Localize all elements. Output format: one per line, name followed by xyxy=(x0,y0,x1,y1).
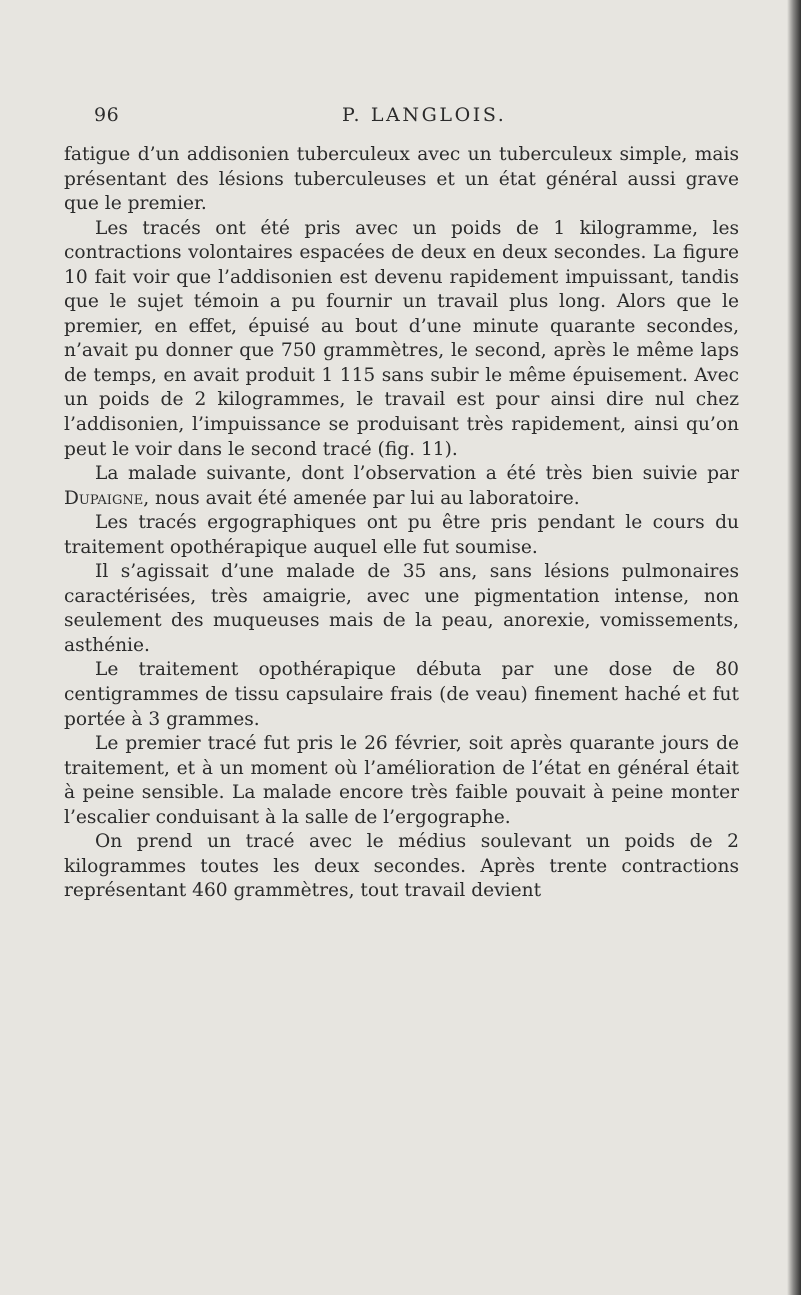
paragraph-text: La malade suivante, dont l’observation a été très bien suivie par xyxy=(95,463,739,485)
page-number: 96 xyxy=(94,104,120,126)
paragraph: fatigue d’un addisonien tuberculeux avec un tuberculeux simple, mais présentant des lésions tuberculeuses et un état général aussi grave que le premier. xyxy=(64,144,739,215)
page-header xyxy=(0,104,801,136)
body-text xyxy=(64,143,739,904)
author-name: Dupaigne xyxy=(64,487,144,509)
running-head: P. LANGLOIS. xyxy=(342,104,507,126)
paragraph: On prend un tracé avec le médius soulevant un poids de 2 kilogrammes toutes les deux secondes. Après trente contractions représentant 460 grammètres, tout travail devient xyxy=(64,831,739,902)
paragraph-text: , nous avait été amenée par lui au laboratoire. xyxy=(143,487,580,509)
paragraph: Il s’agissait d’une malade de 35 ans, sans lésions pulmonaires caractérisées, très amaigrie, avec une pigmentation intense, non seulement des muqueuses mais de la peau, anorexie, vomissements, asthénie. xyxy=(64,561,739,656)
page-edge-shadow xyxy=(787,0,801,1295)
paragraph: Le premier tracé fut pris le 26 février, soit après quarante jours de traitement, et à un moment où l’amélioration de l’état en général était à peine sensible. La malade encore très faible pouvait à peine monter l’escalier conduisant à la salle de l’ergographe. xyxy=(64,733,739,828)
paragraph xyxy=(64,462,739,511)
paragraph: Les tracés ont été pris avec un poids de 1 kilogramme, les contractions volontaires espacées de deux en deux secondes. La figure 10 fait voir que l’addisonien est devenu rapidement impuissant, tandis que le sujet témoin a pu fournir un travail plus long. Alors que le premier, en effet, épuisé au bout d’une minute quarante secondes, n’avait pu donner que 750 grammètres, le second, après le même laps de temps, en avait produit 1 115 sans subir le même épuisement. Avec un poids de 2 kilogrammes, le travail est pour ainsi dire nul chez l’addisonien, l’impuissance se produisant très rapidement, ainsi qu’on peut le voir dans le second tracé (fig. 11). xyxy=(64,217,739,460)
paragraph: Le traitement opothérapique débuta par une dose de 80 centigrammes de tissu capsulaire frais (de veau) finement haché et fut portée à 3 grammes. xyxy=(64,659,739,730)
paragraph: Les tracés ergographiques ont pu être pris pendant le cours du traitement opothérapique auquel elle fut soumise. xyxy=(64,512,739,558)
